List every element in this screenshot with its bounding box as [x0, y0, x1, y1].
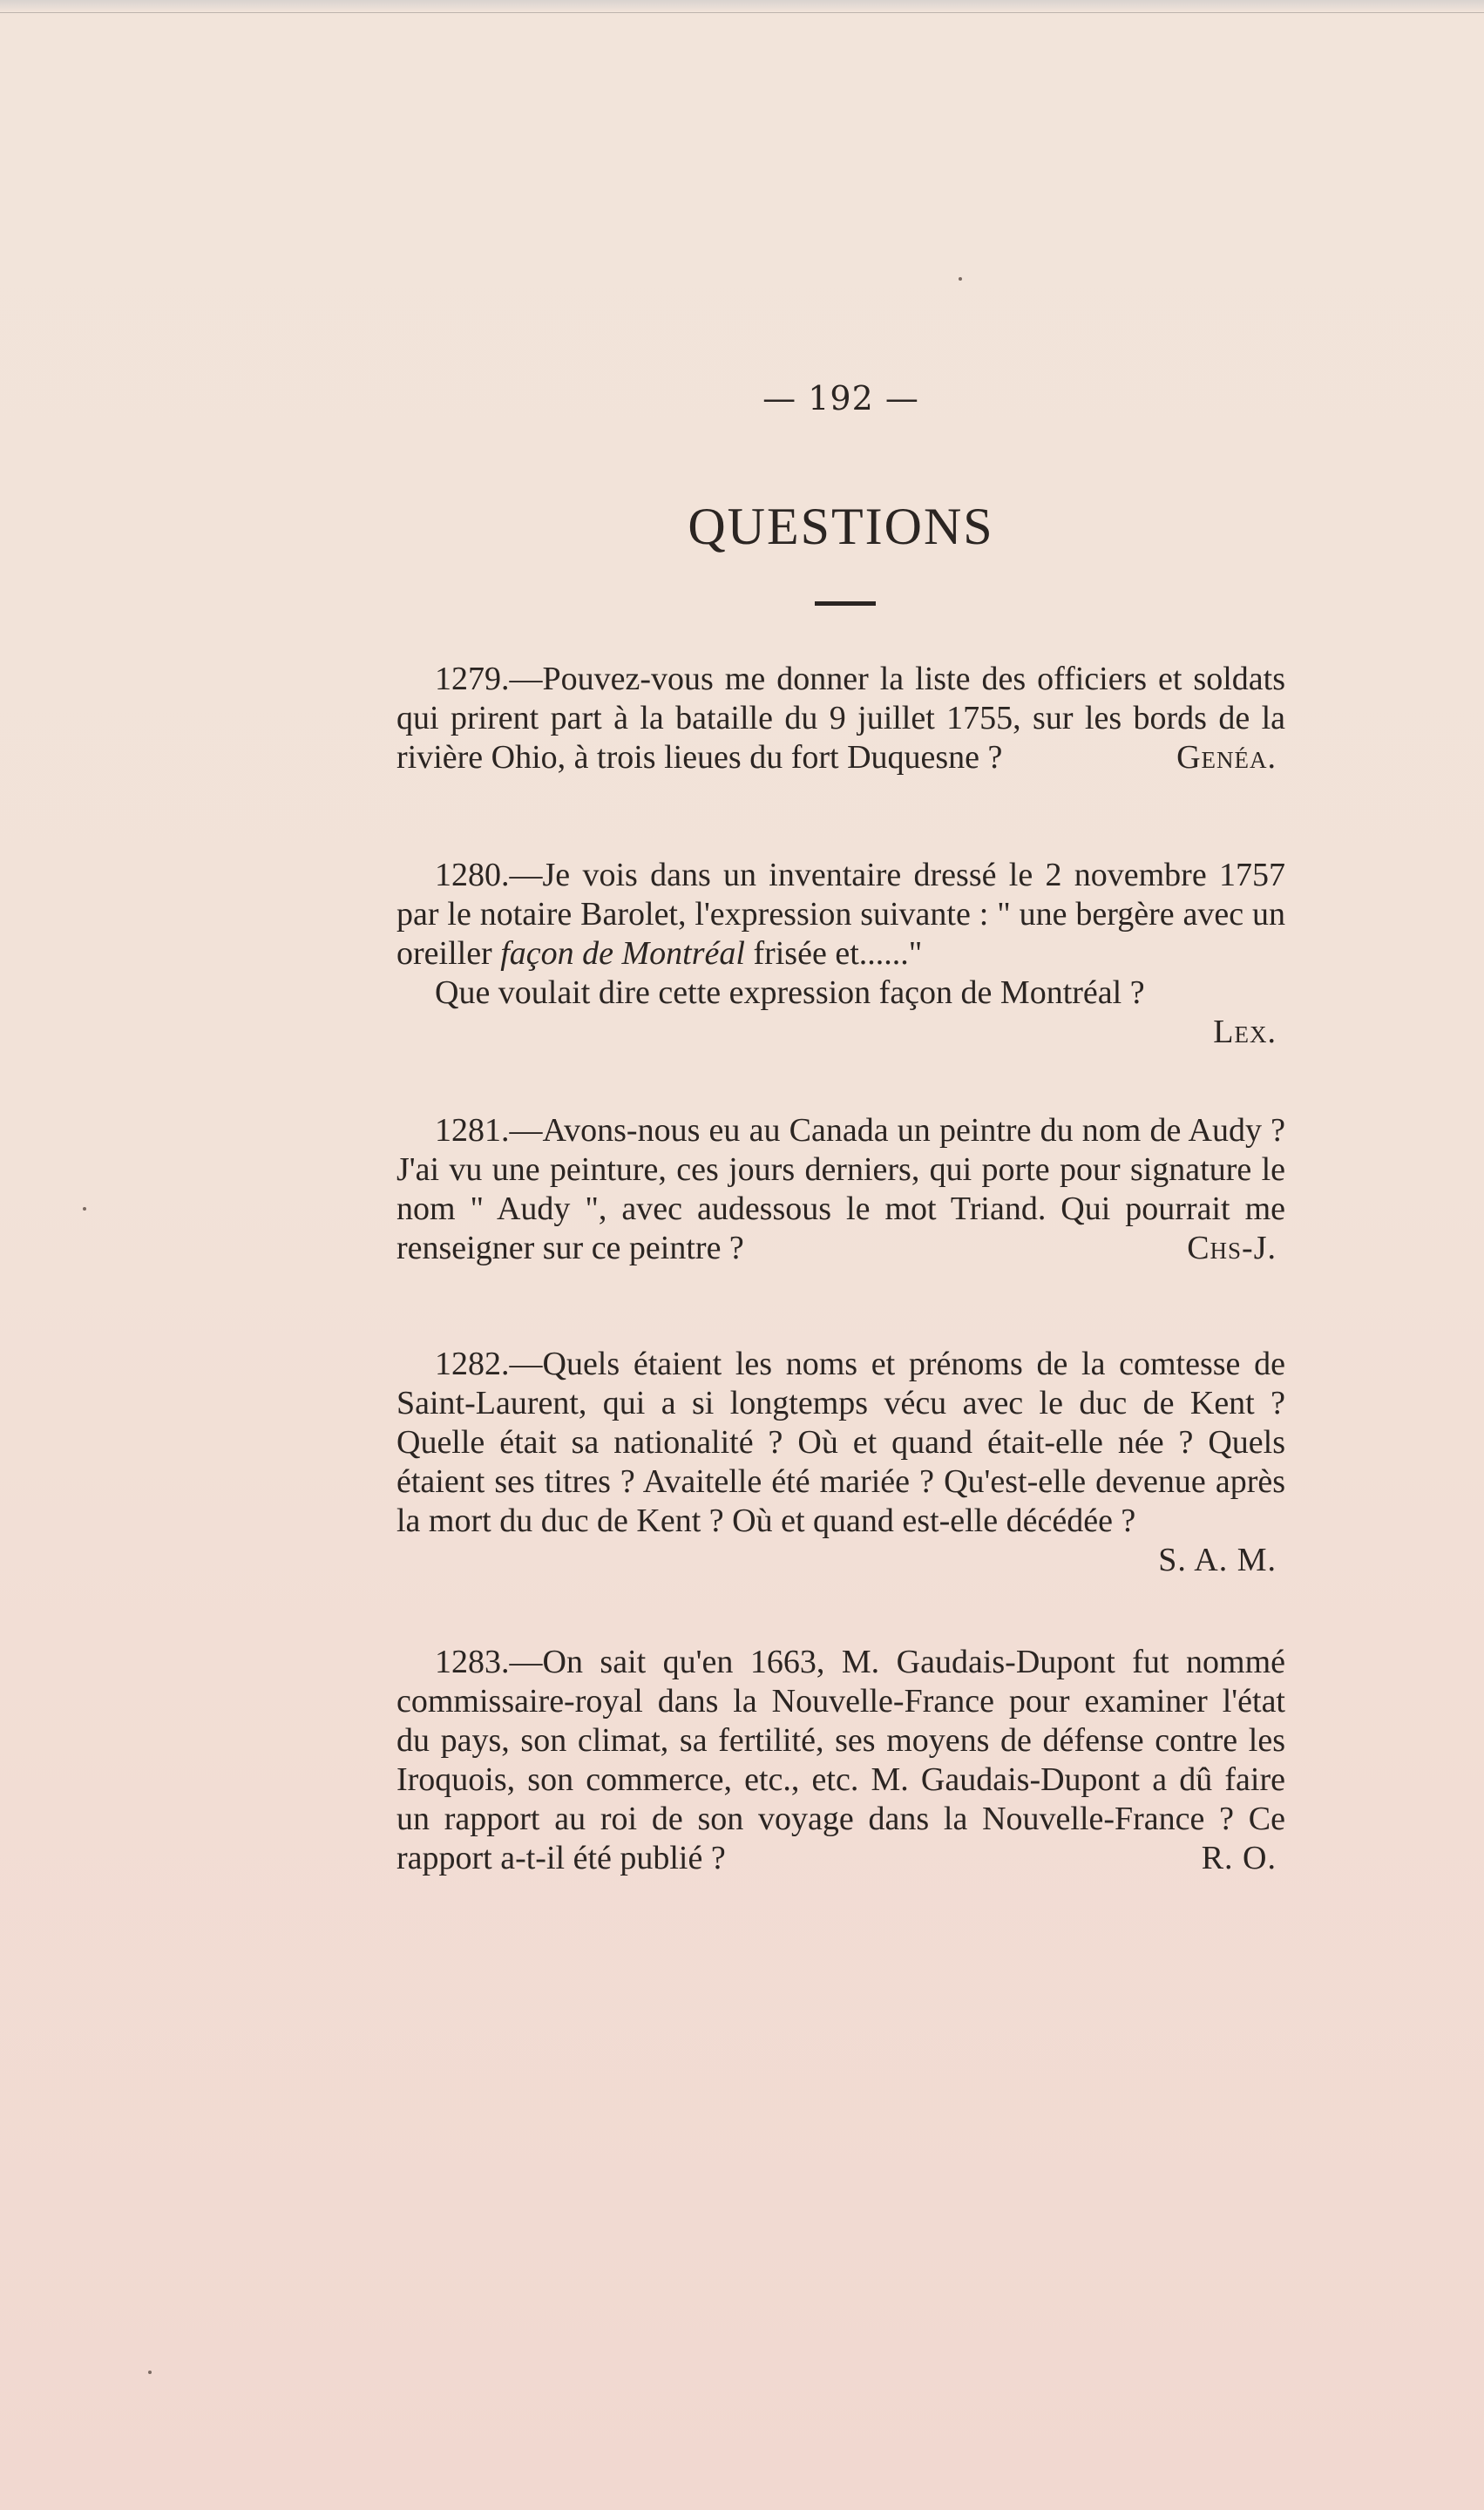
question-entry-1280: [396, 856, 1285, 1052]
paper-speck: [959, 277, 962, 281]
paper-speck: [83, 1207, 86, 1211]
question-signature: S. A. M.: [1158, 1542, 1277, 1578]
page-top-edge: [0, 0, 1484, 13]
question-signature: Genéa.: [1176, 739, 1277, 776]
question-italic-phrase: façon de Montréal: [500, 935, 745, 972]
question-followup: Que voulait dire cette expression façon de Montréal ?: [435, 974, 1145, 1011]
paper-speck: [148, 2371, 152, 2374]
section-heading: QUESTIONS: [688, 498, 994, 555]
question-text: [396, 660, 1285, 777]
heading-rule: [815, 601, 876, 606]
question-body: 1280.—Je vois dans un inventaire dressé le 2 novembre 1757 par le notaire Barolet, l'expression suivante : " une bergère avec un oreiller: [396, 857, 1285, 972]
question-body: 1283.—On sait qu'en 1663, M. Gaudais-Dupont fut nommé commissaire-royal dans la Nouvelle-France pour examiner l'état du pays, son climat, sa fertilité, ses moyens de défense contre les Iroquois, son commerce, etc., etc. M. Gaudais-Dupont a dû faire un rapport au roi de son voyage dans la Nouvelle-France ? Ce rapport a-t-il été publié ?: [396, 1644, 1285, 1876]
question-entry-1281: [396, 1111, 1285, 1268]
question-body: 1279.—Pouvez-vous me donner la liste des officiers et soldats qui prirent part à la bataille du 9 juillet 1755, sur les bords de la rivière Ohio, à trois lieues du fort Duquesne ?: [396, 661, 1285, 776]
question-text: [396, 1111, 1285, 1268]
question-signature: Chs-J.: [1187, 1230, 1277, 1266]
question-entry-1282: [396, 1345, 1285, 1580]
question-text: [396, 856, 1285, 973]
question-signature: Lex.: [1213, 1014, 1277, 1050]
question-body: 1281.—Avons-nous eu au Canada un peintre du nom de Audy ? J'ai vu une peinture, ces jours derniers, qui porte pour signature le nom " Audy ", avec audessous le mot Triand. Qui pourrait me renseigner sur ce peintre ?: [396, 1112, 1285, 1266]
question-text: [396, 1643, 1285, 1878]
question-entry-1279: [396, 660, 1285, 777]
question-body-end: frisée et......": [744, 935, 923, 972]
page-number: — 192 —: [762, 379, 919, 417]
question-entry-1283: [396, 1643, 1285, 1878]
question-signature: R. O.: [1201, 1840, 1277, 1876]
question-text: 1282.—Quels étaient les noms et prénoms de la comtesse de Saint-Laurent, qui a si longtemps vécu avec le duc de Kent ? Quelle était sa nationalité ? Où et quand était-elle née ? Quels étaient ses titres ? Avaitelle été mariée ? Qu'est-elle devenue après la mort du duc de Kent ? Où et quand est-elle décédée ?: [396, 1346, 1285, 1539]
